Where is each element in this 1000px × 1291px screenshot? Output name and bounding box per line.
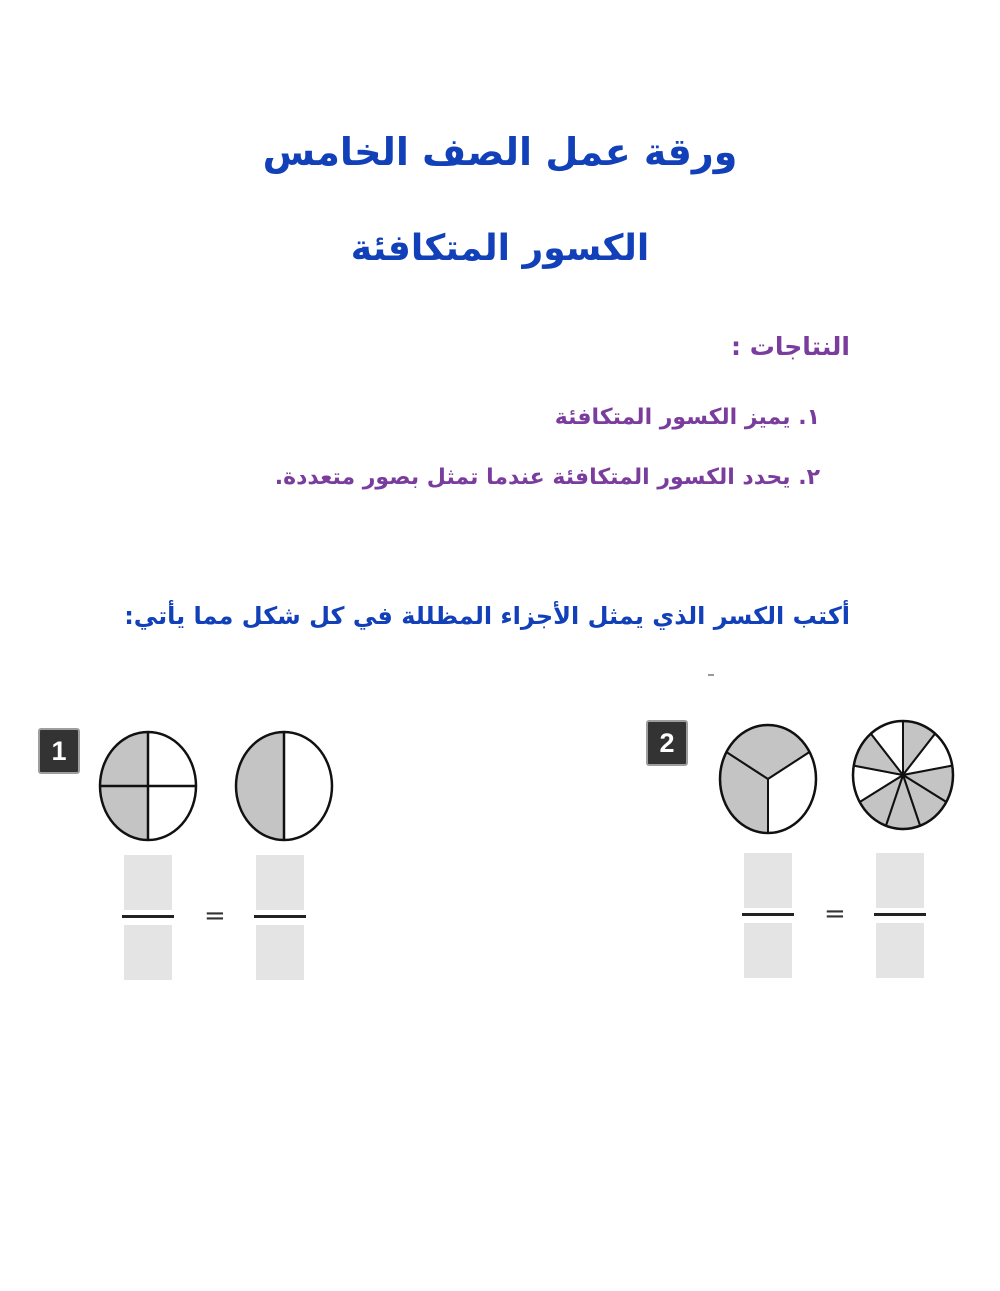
exercise-2-figure-thirds [716, 722, 820, 836]
exercise-2-answer-2-denominator[interactable] [876, 923, 924, 978]
outcome-item: ١. يميز الكسور المتكافئة [554, 405, 820, 430]
worksheet-title: ورقة عمل الصف الخامس [262, 130, 738, 174]
worksheet-subtitle: الكسور المتكافئة [350, 228, 650, 269]
exercise-2-fraction-bar-1 [742, 913, 794, 916]
exercise-1-answer-1-numerator[interactable] [124, 855, 172, 910]
instruction-text: أكتب الكسر الذي يمثل الأجزاء المظللة في كل شكل مما يأتي: [124, 602, 850, 630]
stray-mark [708, 674, 714, 676]
exercise-1-figure-halves [232, 730, 336, 842]
exercise-1-answer-1-denominator[interactable] [124, 925, 172, 980]
outcome-item: ٢. يحدد الكسور المتكافئة عندما تمثل بصور متعددة. [274, 465, 820, 490]
exercise-2-answer-1-denominator[interactable] [744, 923, 792, 978]
exercise-1-answer-2-numerator[interactable] [256, 855, 304, 910]
exercise-2-fraction-bar-2 [874, 913, 926, 916]
exercise-2-figure-ninths [850, 718, 956, 832]
shaded-part [236, 732, 284, 840]
exercise-1-equals-sign: = [204, 901, 226, 931]
exercise-1-number-badge: 1 [38, 728, 80, 774]
exercise-1-fraction-bar-2 [254, 915, 306, 918]
exercise-1-fraction-bar-1 [122, 915, 174, 918]
exercise-2-number-badge: 2 [646, 720, 688, 766]
outcomes-list [275, 398, 820, 518]
outcomes-heading: النتاجات : [731, 332, 850, 361]
exercise-2-answer-1-numerator[interactable] [744, 853, 792, 908]
exercise-2-equals-sign: = [824, 899, 846, 929]
exercise-1-answer-2-denominator[interactable] [256, 925, 304, 980]
exercise-1-figure-quarters [96, 730, 200, 842]
exercise-2-answer-2-numerator[interactable] [876, 853, 924, 908]
